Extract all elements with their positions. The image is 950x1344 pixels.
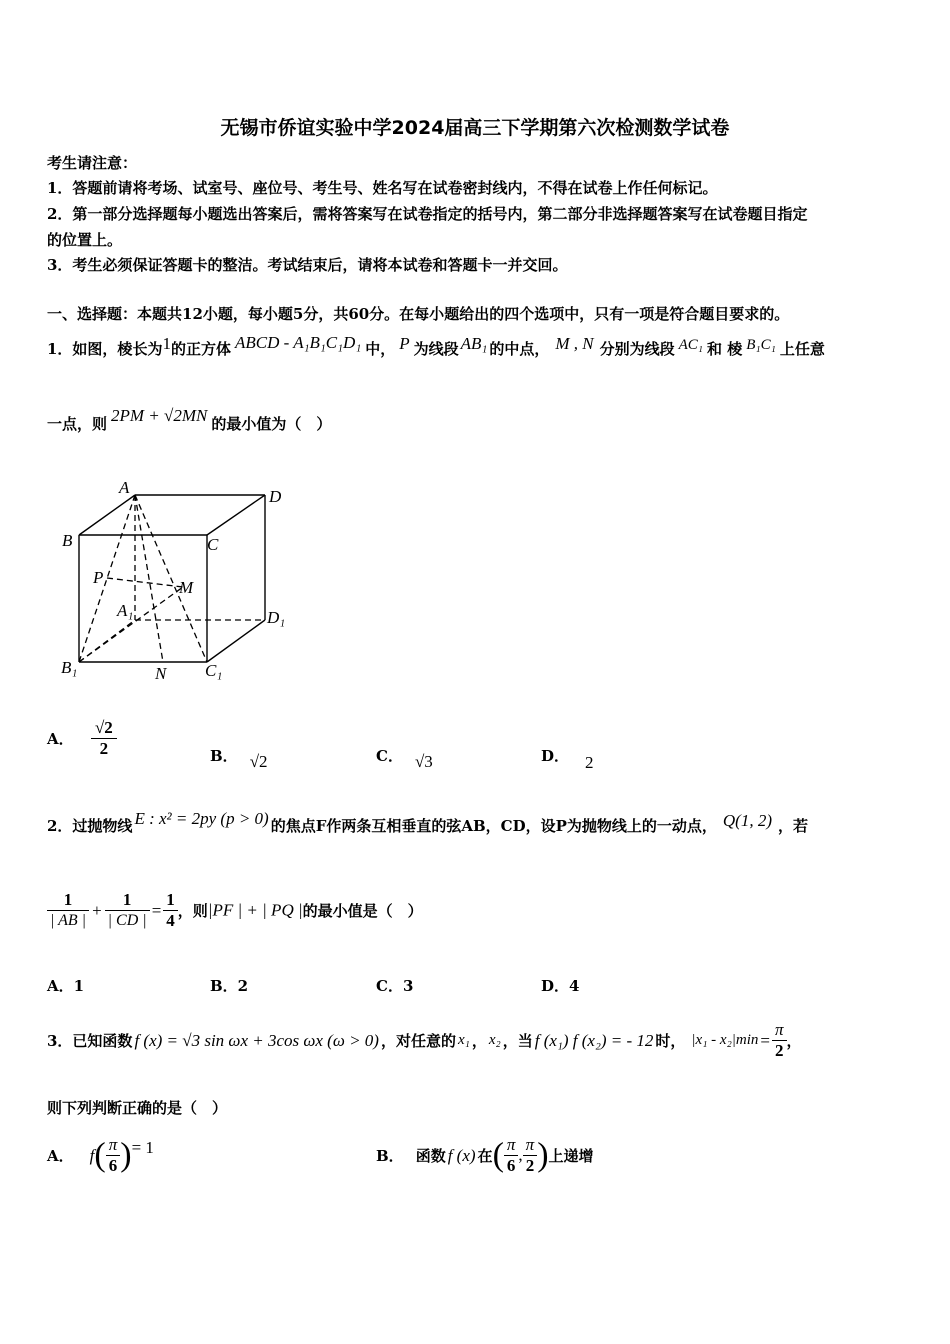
label-c1: C₁ <box>205 661 223 680</box>
label-d: D <box>269 487 282 506</box>
q3-text: 3．已知函数 <box>47 1032 133 1050</box>
option-value: √3 <box>414 752 433 771</box>
numerator: 1 <box>163 890 178 911</box>
denominator: 2 <box>99 739 109 758</box>
denominator: 6 <box>108 1156 118 1175</box>
q3-abs-diff: |x₁ - x₂|min <box>691 1032 759 1048</box>
notice-item-1: 1．答题前请将考场、试室号、座位号、考生号、姓名写在试卷密封线内，不得在试卷上作任何标记。 <box>47 179 718 197</box>
q1-option-b[interactable] <box>210 745 268 771</box>
cube-figure <box>55 475 295 685</box>
fraction <box>772 1020 787 1061</box>
notice-item-2-cont: 的位置上。 <box>47 231 123 249</box>
function-f: f <box>89 1145 95 1165</box>
q1-option-c[interactable] <box>376 745 433 771</box>
option-letter: B． <box>376 1147 404 1165</box>
label-d1: D₁ <box>267 608 286 627</box>
q1-expression: 2PM + √2MN <box>111 406 208 425</box>
q3-text: ，对任意的 <box>380 1032 456 1050</box>
q2-option-c[interactable]: C．3 <box>376 977 414 995</box>
q1-line1 <box>47 333 825 359</box>
option-value: = 1 <box>131 1137 154 1157</box>
q1-text: 分别为线段 <box>599 340 675 358</box>
paren-close: ) <box>120 1136 132 1174</box>
label-p: P <box>93 568 104 587</box>
fraction <box>504 1135 519 1176</box>
denominator: 4 <box>166 911 175 930</box>
fraction <box>47 890 89 931</box>
option-letter: A． <box>47 730 74 748</box>
q2-option-d[interactable]: D．4 <box>541 977 580 995</box>
q3-condition: f (x₁) f (x₂) = - 12 <box>534 1030 654 1050</box>
q1-option-a[interactable] <box>47 718 117 759</box>
option-value: 2 <box>585 753 594 772</box>
numerator: π <box>504 1135 519 1156</box>
q1-point-p: P <box>399 334 410 353</box>
numerator: 1 <box>105 890 150 911</box>
plus-sign: + <box>92 900 102 920</box>
denominator: 6 <box>506 1156 516 1175</box>
q2-text: 2．过抛物线 <box>47 817 133 835</box>
numerator: π <box>106 1135 121 1156</box>
fraction <box>91 718 117 759</box>
q1-edge-b1c1: B₁C₁ <box>746 337 776 353</box>
q3-option-b[interactable] <box>376 1135 594 1176</box>
label-b1: B₁ <box>61 658 78 677</box>
q2-text: ，则 <box>177 902 208 920</box>
q3-text: 在 <box>477 1147 493 1165</box>
q3-option-a[interactable] <box>47 1135 154 1176</box>
q3-x1: x₁ <box>457 1032 470 1048</box>
q2-parabola-eq: E : x² = 2py (p > 0) <box>134 809 269 828</box>
equals-sign: = <box>760 1030 771 1050</box>
fraction <box>105 890 150 931</box>
option-letter: A． <box>47 1147 74 1165</box>
q2-option-b[interactable]: B．2 <box>210 977 249 995</box>
q3-line1 <box>47 1020 802 1061</box>
q3-text: 函数 <box>415 1147 446 1165</box>
numerator: π <box>523 1135 538 1156</box>
q3-x2: x₂ <box>488 1032 501 1048</box>
q3-text: 上递增 <box>548 1147 594 1165</box>
q1-text: 和 棱 <box>707 340 743 358</box>
q3-text: ， <box>471 1032 487 1050</box>
comma: , <box>518 1145 523 1165</box>
label-a: A <box>119 478 130 497</box>
paren-open: ( <box>94 1136 106 1174</box>
q1-points-mn: M , N <box>555 334 594 353</box>
numerator: √2 <box>94 718 113 737</box>
paren-close: ) <box>537 1136 549 1174</box>
q2-line1 <box>47 809 809 836</box>
notice-heading: 考生请注意： <box>47 154 138 172</box>
q3-line2: 则下列判断正确的是（ ） <box>47 1099 228 1117</box>
q2-expression: |PF | + | PQ | <box>207 900 303 920</box>
numerator: π <box>772 1020 787 1041</box>
label-b: B <box>62 531 73 550</box>
q1-segment-ac1: AC₁ <box>678 337 704 353</box>
fraction <box>106 1135 121 1176</box>
q3-function: f (x) = √3 sin ωx + 3cos ωx (ω > 0) <box>134 1030 379 1050</box>
q2-option-a[interactable]: A．1 <box>47 977 85 995</box>
option-value: √2 <box>249 752 268 771</box>
q2-line2 <box>47 890 423 931</box>
option-letter: C． <box>376 747 403 765</box>
page-title: 无锡市侨谊实验中学2024届高三下学期第六次检测数学试卷 <box>220 117 730 139</box>
notice-item-2: 2．第一部分选择题每小题选出答案后，需将答案写在试卷指定的括号内，第二部分非选择题答案写在试卷题目指定 <box>47 205 808 223</box>
option-letter: B． <box>210 747 238 765</box>
paren-open: ( <box>492 1136 504 1174</box>
q1-text: 的正方体 <box>170 340 231 358</box>
option-letter: D． <box>541 747 570 765</box>
q1-edge-length: 1 <box>162 334 171 353</box>
q3-text: 时， <box>655 1032 686 1050</box>
q1-text: 上任意 <box>779 340 825 358</box>
fraction <box>523 1135 538 1176</box>
q2-text: ，若 <box>778 817 809 835</box>
q3-text: ， <box>786 1032 802 1050</box>
q1-text: 的最小值为（ ） <box>211 415 332 433</box>
denominator: | CD | <box>107 912 147 929</box>
label-m: M <box>179 578 194 597</box>
equals-sign: = <box>151 900 162 920</box>
q1-segment-ab1: AB₁ <box>460 334 488 353</box>
label-n: N <box>155 664 167 683</box>
q1-text: 一点，则 <box>47 415 108 433</box>
q1-option-d[interactable] <box>541 745 594 772</box>
q1-cube-name: ABCD - A₁B₁C₁D₁ <box>234 333 362 352</box>
q2-point-q: Q(1, 2) <box>722 811 773 830</box>
label-a1: A₁ <box>117 601 134 620</box>
function-fx: f (x) <box>447 1145 476 1165</box>
denominator: 2 <box>775 1041 784 1060</box>
q3-text: ，当 <box>502 1032 533 1050</box>
q2-text: 的焦点F作两条互相垂直的弦AB，CD，设P为抛物线上的一动点， <box>270 817 717 835</box>
q1-text: 的中点， <box>489 340 550 358</box>
denominator: 2 <box>525 1156 535 1175</box>
q2-text: 的最小值是（ ） <box>302 902 423 920</box>
q1-text: 为线段 <box>413 340 459 358</box>
q1-text: 1．如图，棱长为 <box>47 340 163 358</box>
q1-text: 中， <box>365 340 396 358</box>
label-c: C <box>207 535 219 554</box>
numerator: 1 <box>47 890 89 911</box>
q1-line2 <box>47 406 332 434</box>
notice-item-3: 3．考生必须保证答题卡的整洁。考试结束后，请将本试卷和答题卡一并交回。 <box>47 256 568 274</box>
section-heading: 一、选择题：本题共12小题，每小题5分，共60分。在每小题给出的四个选项中，只有一项是符合题目要求的。 <box>47 305 790 323</box>
fraction <box>163 890 178 931</box>
denominator: | AB | <box>50 912 87 929</box>
